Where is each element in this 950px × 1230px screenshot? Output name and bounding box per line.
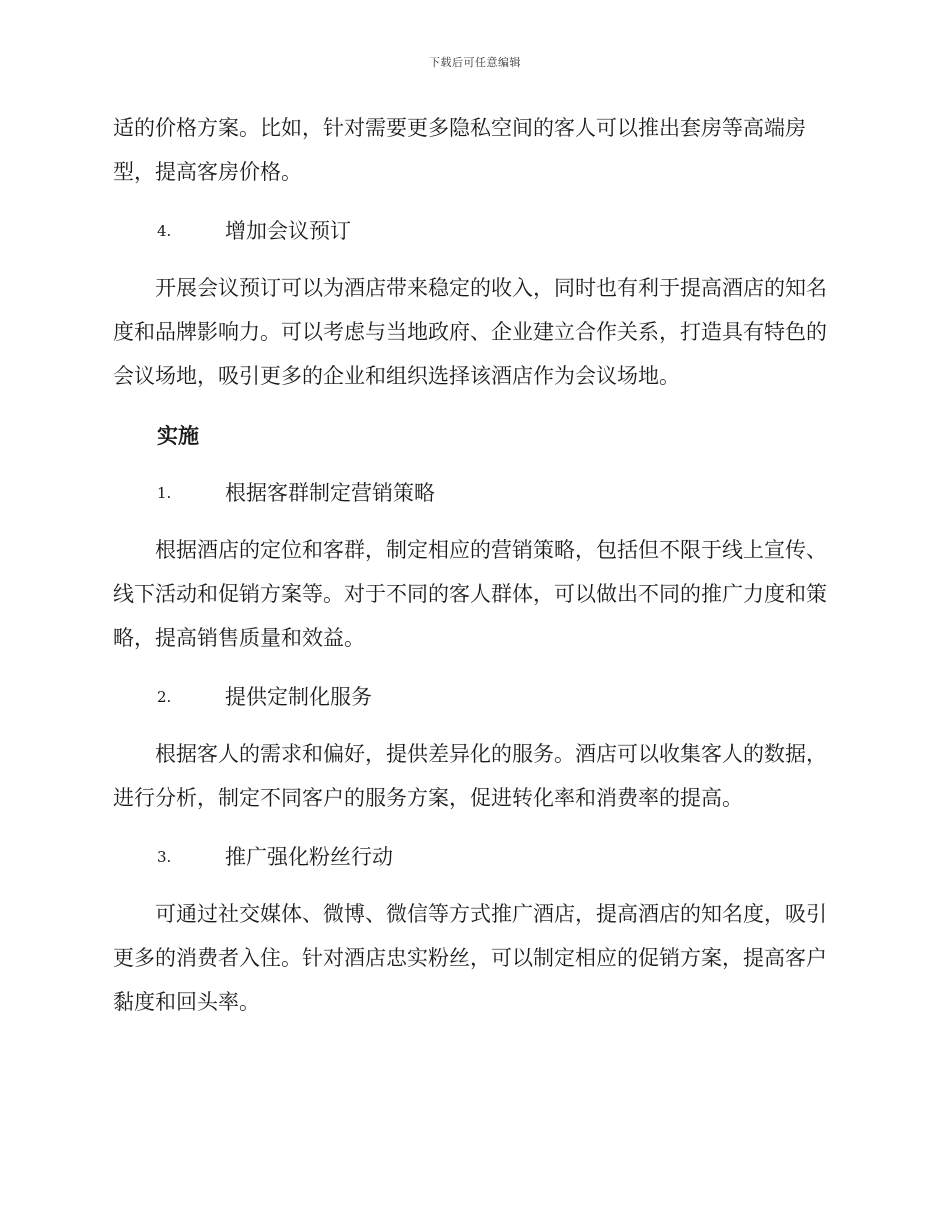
section-heading: 实施 — [157, 423, 199, 448]
paragraph-meeting-booking: 开展会议预订可以为酒店带来稳定的收入，同时也有利于提高酒店的知名度和品牌影响力。可以考虑与当地政府、企业建立合作关系，打造具有特色的会议场地，吸引更多的企业和组织选择该酒店作为会议场地。 — [113, 276, 827, 388]
paragraph-marketing-strategy: 根据酒店的定位和客群，制定相应的营销策略，包括但不限于线上宣传、线下活动和促销方案等。对于不同的客人群体，可以做出不同的推广力度和策略，提高销售质量和效益。 — [113, 538, 827, 650]
list-title: 推广强化粉丝行动 — [225, 845, 393, 869]
list-number: 2. — [157, 688, 172, 706]
list-number: 1. — [157, 484, 172, 502]
list-title: 增加会议预订 — [225, 219, 351, 243]
paragraph-pricing-continued: 适的价格方案。比如，针对需要更多隐私空间的客人可以推出套房等高端房型，提高客房价格。 — [113, 116, 806, 184]
paragraph-fan-promotion: 可通过社交媒体、微博、微信等方式推广酒店，提高酒店的知名度，吸引更多的消费者入住。针对酒店忠实粉丝，可以制定相应的促销方案，提高客户黏度和回头率。 — [113, 902, 827, 1014]
page-header: 下载后可任意编辑 — [429, 56, 521, 69]
list-title: 根据客群制定营销策略 — [225, 481, 435, 505]
paragraph-custom-service: 根据客人的需求和偏好，提供差异化的服务。酒店可以收集客人的数据，进行分析，制定不同客户的服务方案，促进转化率和消费率的提高。 — [113, 742, 827, 810]
list-number: 3. — [157, 848, 172, 866]
list-title: 提供定制化服务 — [225, 685, 372, 709]
list-number: 4. — [157, 222, 172, 240]
